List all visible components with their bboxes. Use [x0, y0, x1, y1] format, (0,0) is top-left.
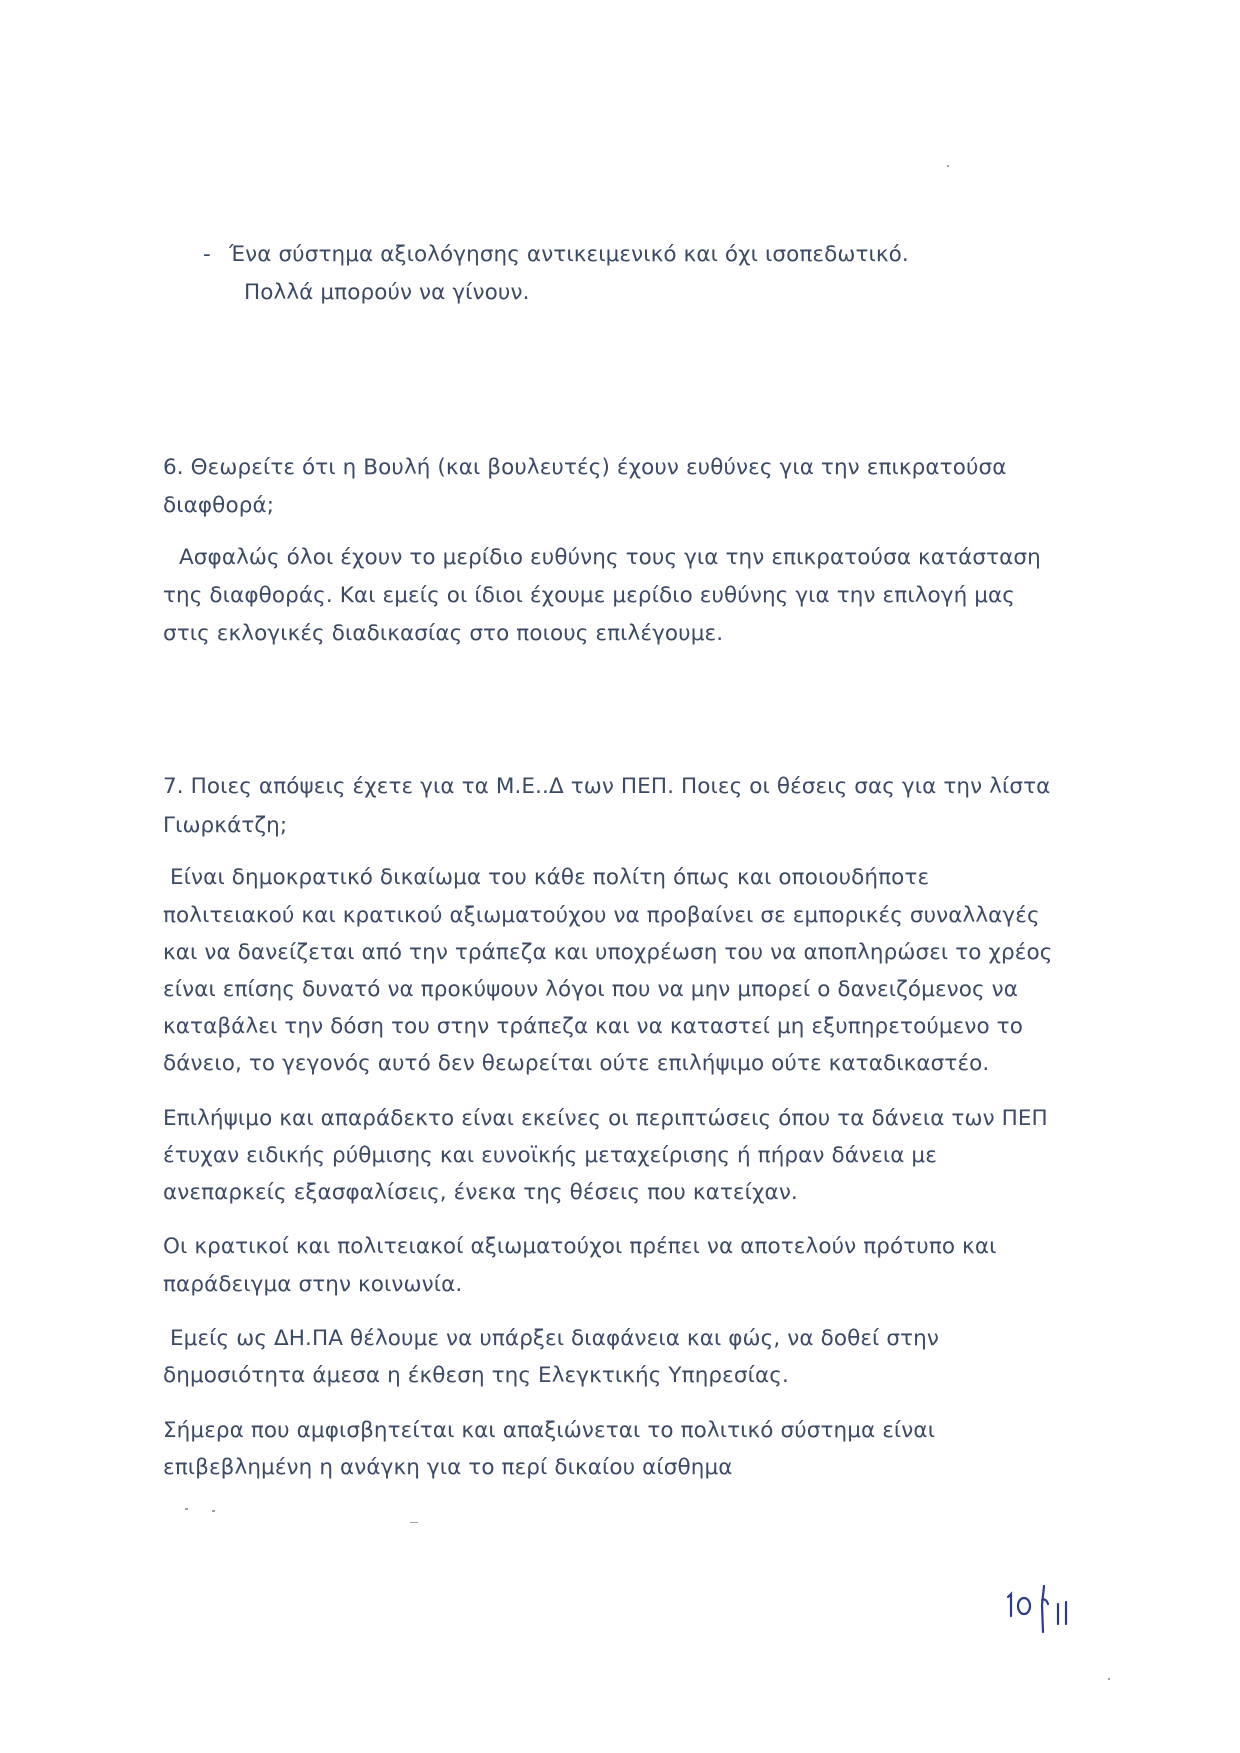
q7-p1-line-3: και να δανείζεται από την τράπεζα και υποχρέωση του να αποπληρώσει το χρέος	[163, 940, 1053, 965]
q7-p1-line-6: δάνειο, το γεγονός αυτό δεν θεωρείται ούτε επιλήψιμο ούτε καταδικαστέο.	[163, 1051, 990, 1076]
q6-question-line-2: διαφθορά;	[163, 493, 275, 518]
q7-p1-line-4: είναι επίσης δυνατό να προκύψουν λόγοι που να μην μπορεί ο δανειζόμενος να	[163, 977, 1019, 1002]
q7-p2-line-1: Επιλήψιμο και απαράδεκτο είναι εκείνες οι περιπτώσεις όπου τα δάνεια των ΠΕΠ	[163, 1106, 1048, 1131]
q7-question-line-1: 7. Ποιες απόψεις έχετε για τα Μ.Ε..Δ των ΠΕΠ. Ποιες οι θέσεις σας για την λίστα	[163, 774, 1051, 799]
q7-p2-line-2: έτυχαν ειδικής ρύθμισης και ευνοϊκής μεταχείρισης ή πήραν δάνεια με	[163, 1143, 937, 1168]
bullet-marker: -	[203, 242, 211, 267]
scan-speck	[212, 1510, 215, 1512]
scan-speck	[947, 165, 949, 167]
q7-p3-line-2: παράδειγμα στην κοινωνία.	[163, 1272, 463, 1297]
scan-speck	[185, 1508, 188, 1510]
q7-question-line-2: Γιωρκάτζη;	[163, 813, 288, 838]
q7-p4-line-2: δημοσιότητα άμεσα η έκθεση της Ελεγκτικής Υπηρεσίας.	[163, 1363, 789, 1388]
q7-p2-line-3: ανεπαρκείς εξασφαλίσεις, ένεκα της θέσεις που κατείχαν.	[163, 1180, 798, 1205]
q6-answer-line-3: στις εκλογικές διαδικασίας στο ποιους επιλέγουμε.	[163, 621, 724, 646]
handwritten-page-number	[1002, 1580, 1092, 1640]
q7-p5-line-1: Σήμερα που αμφισβητείται και απαξιώνεται το πολιτικό σύστημα είναι	[163, 1418, 936, 1443]
bullet-line-2: Πολλά μπορούν να γίνουν.	[244, 280, 530, 305]
bullet-line-1: Ένα σύστημα αξιολόγησης αντικειμενικό και όχι ισοπεδωτικό.	[229, 242, 909, 267]
q7-p5-line-2: επιβεβλημένη η ανάγκη για το περί δικαίου αίσθημα	[163, 1455, 733, 1480]
q7-p4-line-1: Εμείς ως ΔΗ.ΠΑ θέλουμε να υπάρξει διαφάνεια και φώς, να δοθεί στην	[170, 1326, 939, 1351]
q7-p1-line-1: Είναι δημοκρατικό δικαίωμα του κάθε πολίτη όπως και οποιουδήποτε	[170, 865, 930, 890]
scan-speck	[410, 1522, 418, 1523]
q6-answer-line-2: της διαφθοράς. Και εμείς οι ίδιοι έχουμε μερίδιο ευθύνης για την επιλογή μας	[163, 583, 1016, 608]
q6-answer-line-1: Ασφαλώς όλοι έχουν το μερίδιο ευθύνης τους για την επικρατούσα κατάσταση	[179, 545, 1041, 570]
q7-p1-line-5: καταβάλει την δόση του στην τράπεζα και να καταστεί μη εξυπηρετούμενο το	[163, 1014, 1023, 1039]
q7-p1-line-2: πολιτειακού και κρατικού αξιωματούχου να προβαίνει σε εμπορικές συναλλαγές	[163, 903, 1040, 928]
q7-p3-line-1: Οι κρατικοί και πολιτειακοί αξιωματούχοι πρέπει να αποτελούν πρότυπο και	[163, 1234, 997, 1259]
q6-question-line-1: 6. Θεωρείτε ότι η Βουλή (και βουλευτές) έχουν ευθύνες για την επικρατούσα	[163, 455, 1007, 480]
scan-speck	[1108, 1678, 1110, 1680]
